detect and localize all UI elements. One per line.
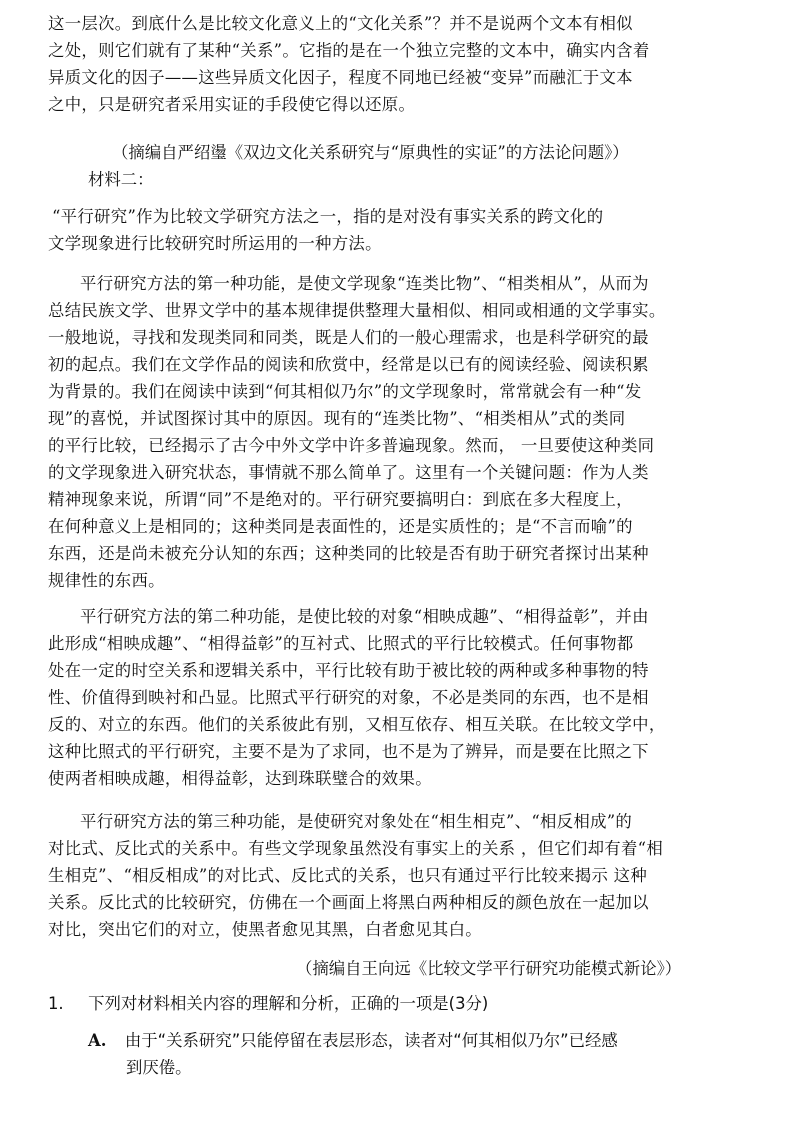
- text-line: 生相克”、“相反相成”的对比式、反比式的关系，也只有通过平行比较来揭示 这种: [48, 866, 648, 885]
- text-line: 这种比照式的平行研究，主要不是为了求同，也不是为了辨异，而是要在比照之下: [48, 742, 649, 761]
- option-text: 由于“关系研究”只能停留在表层形态，读者对“何其相似乃尔”已经感: [124, 1031, 618, 1050]
- text-line: 平行研究方法的第三种功能，是使研究对象处在“相生相克”、“相反相成”的: [80, 812, 633, 831]
- option-line: [88, 1027, 778, 1054]
- material2-paragraph-4: [48, 808, 766, 943]
- option-letter: A.: [88, 1031, 107, 1050]
- material2-source: （摘编自王向远《比较文学平行研究功能模式新论》）: [296, 959, 682, 978]
- text-line: 精神现象来说，所谓“同”不是绝对的。平行研究要搞明白：到底在多大程度上，: [48, 490, 633, 509]
- material2-paragraph-3: [48, 603, 766, 792]
- option-text-continuation: 到厌倦。: [126, 1058, 192, 1077]
- text-line: 东西，还是尚未被充分认知的东西；这种类同的比较是否有助于研究者探讨出某种: [48, 544, 649, 563]
- question-number: 1.: [48, 994, 64, 1013]
- text-line: 对比，突出它们的对立，使黑者愈见其黑，白者愈见其白。: [48, 920, 482, 939]
- material2-paragraph-1: [48, 203, 766, 257]
- text-line: 现”的喜悦，并试图探讨其中的原因。现有的“连类比物”、“相类相从”式的类同: [48, 409, 626, 428]
- material1-paragraph: [48, 10, 766, 118]
- text-line: 之中，只是研究者采用实证的手段使它得以还原。: [48, 95, 416, 114]
- text-line: 反的、对立的东西。他们的关系彼此有别，又相互依存、相互关联。在比较文学中，: [48, 715, 666, 734]
- material2-heading: 材料二：: [88, 170, 154, 189]
- text-line: 在何种意义上是相同的；这种类同是表面性的，还是实质性的；是“不言而喻”的: [48, 517, 633, 536]
- option-a[interactable]: [88, 1027, 778, 1081]
- text-line: 初的起点。我们在文学作品的阅读和欣赏中，经常是以已有的阅读经验、阅读积累: [48, 355, 649, 374]
- text-line: 总结民族文学、世界文学中的基本规律提供整理大量相似、相同或相通的文学事实。: [48, 301, 666, 320]
- text-line: 此形成“相映成趣”、“相得益彰”的互衬式、比照式的平行比较模式。任何事物都: [48, 634, 634, 653]
- text-line: 规律性的东西。: [48, 571, 165, 590]
- text-line: 处在一定的时空关系和逻辑关系中，平行比较有助于被比较的两种或多种事物的特: [48, 661, 649, 680]
- text-line: 关系。反比式的比较研究，仿佛在一个画面上将黑白两种相反的颜色放在一起加以: [48, 893, 649, 912]
- text-line: “平行研究”作为比较文学研究方法之一，指的是对没有事实关系的跨文化的: [52, 207, 604, 226]
- material1-source: （摘编自严绍璗《双边文化关系研究与“原典性的实证”的方法论问题》）: [112, 143, 629, 162]
- question-text: 下列对材料相关内容的理解和分析，正确的一项是(3分): [88, 994, 489, 1013]
- text-line: 对比式、反比式的关系中。有些文学现象虽然没有事实上的关系 ，但它们却有着“相: [48, 839, 664, 858]
- text-line: 为背景的。我们在阅读中读到“何其相似乃尔”的文学现象时，常常就会有一种“发: [48, 382, 642, 401]
- material2-paragraph-2: [48, 270, 766, 594]
- text-line: 的文学现象进入研究状态，事情就不那么简单了。这里有一个关键问题：作为人类: [48, 463, 649, 482]
- text-line: 的平行比较，已经揭示了古今中外文学中许多普遍现象。然而， 一旦要使这种类同: [48, 436, 655, 455]
- text-line: 一般地说，寻找和发现类同和同类，既是人们的一般心理需求，也是科学研究的最: [48, 328, 649, 347]
- text-line: 平行研究方法的第一种功能，是使文学现象“连类比物”、“相类相从”，从而为: [80, 274, 649, 293]
- text-line: 文学现象进行比较研究时所运用的一种方法。: [48, 234, 382, 253]
- question-1: [48, 990, 488, 1017]
- text-line: 性、价值得到映衬和凸显。比照式平行研究的对象，不必是类同的东西，也不是相: [48, 688, 649, 707]
- text-line: 这一层次。到底什么是比较文化意义上的“文化关系”？并不是说两个文本有相似: [48, 14, 633, 33]
- text-line: 之处，则它们就有了某种“关系”。它指的是在一个独立完整的文本中，确实内含着: [48, 41, 650, 60]
- text-line: 平行研究方法的第二种功能，是使比较的对象“相映成趣”、“相得益彰”，并由: [80, 607, 649, 626]
- text-line: 异质文化的因子——这些异质文化因子，程度不同地已经被“变异”而融汇于文本: [48, 68, 633, 87]
- text-line: 使两者相映成趣，相得益彰，达到珠联璧合的效果。: [48, 769, 432, 788]
